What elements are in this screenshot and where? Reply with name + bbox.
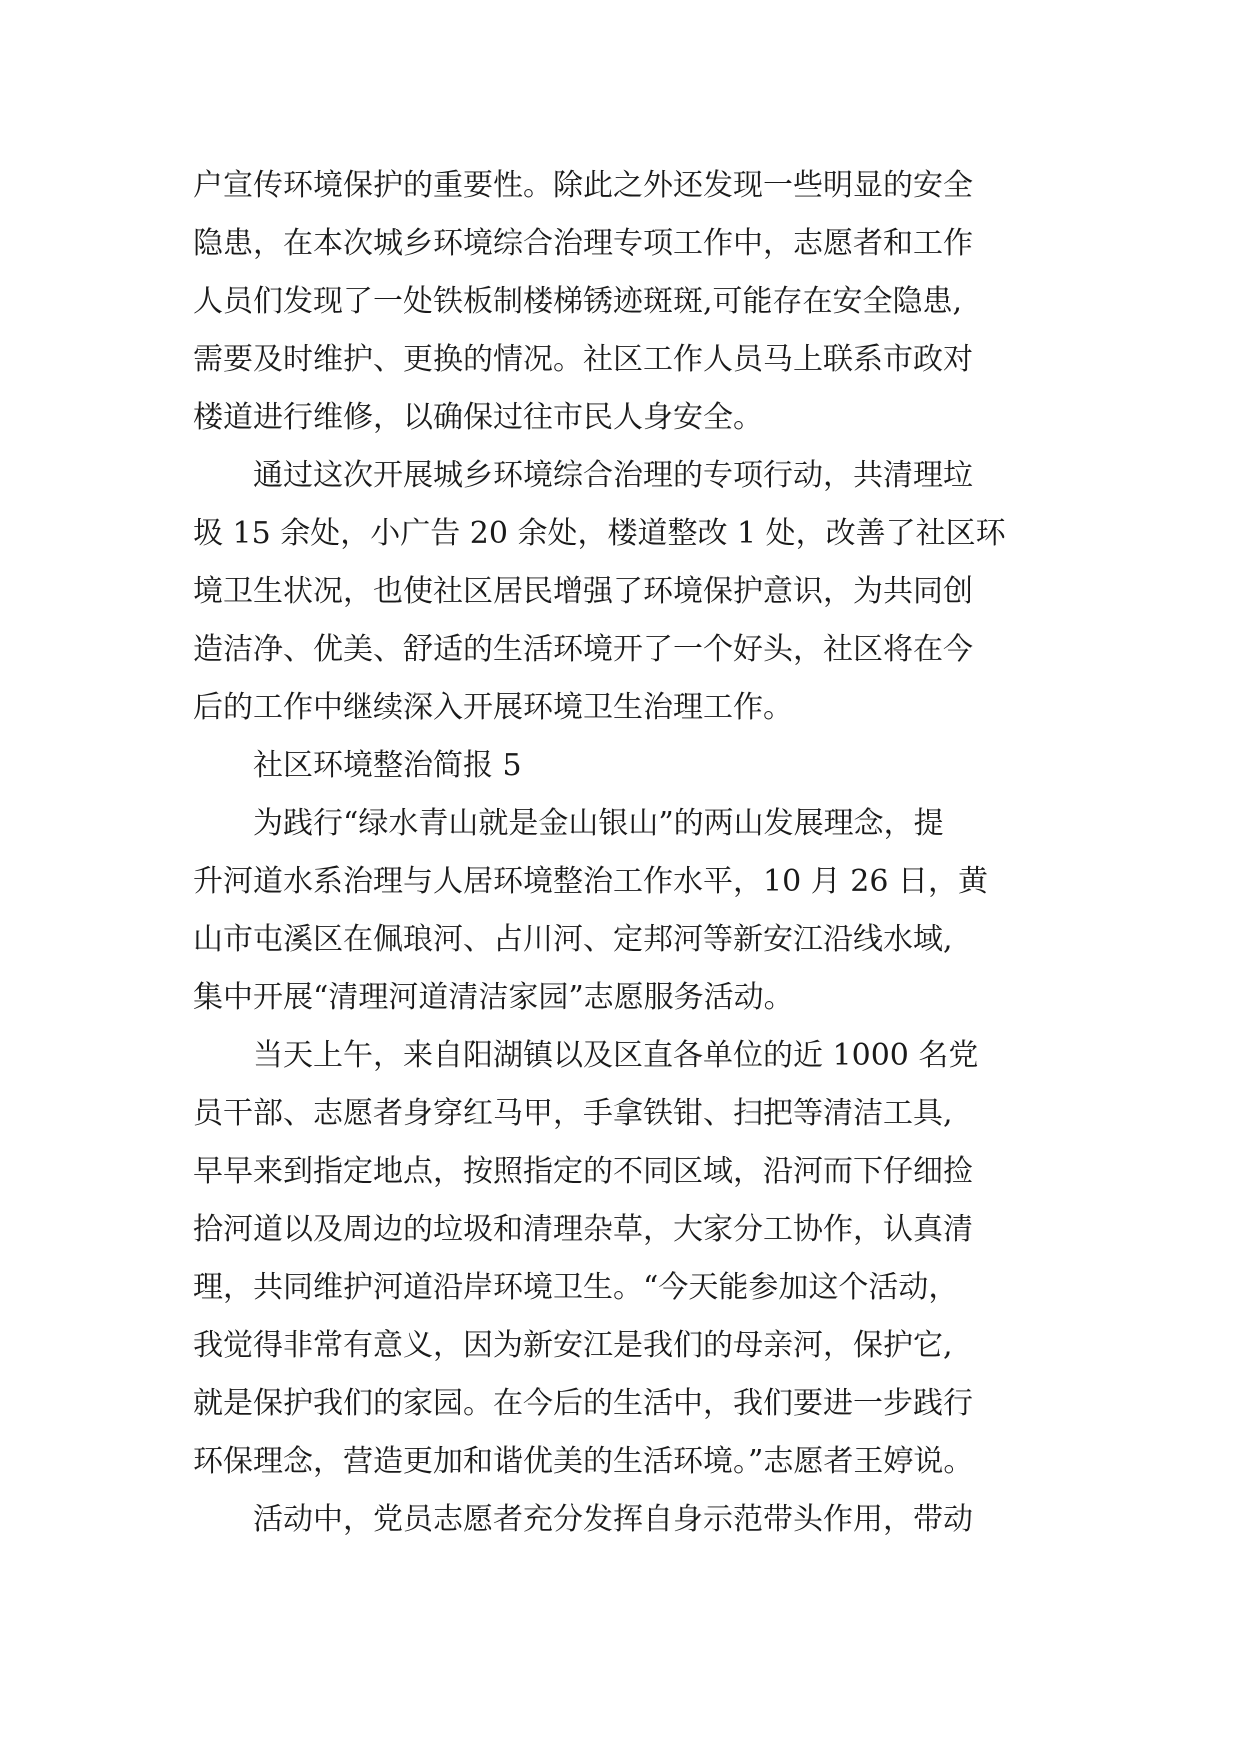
paragraph-start-line: 通过这次开展城乡环境综合治理的专项行动，共清理垃 [253,458,973,493]
text-line: 早早来到指定地点，按照指定的不同区域，沿河而下仔细捡 [193,1154,973,1189]
paragraph-start-line: 当天上午，来自阳湖镇以及区直各单位的近 1000 名党 [253,1038,979,1073]
text-line: 后的工作中继续深入开展环境卫生治理工作。 [193,690,793,725]
text-line: 我觉得非常有意义，因为新安江是我们的母亲河，保护它, [193,1328,953,1363]
text-line: 拾河道以及周边的垃圾和清理杂草，大家分工协作，认真清 [193,1212,973,1247]
text-line: 楼道进行维修，以确保过往市民人身安全。 [193,400,763,435]
text-line: 境卫生状况，也使社区居民增强了环境保护意识，为共同创 [193,574,973,609]
text-line: 圾 15 余处，小广告 20 余处，楼道整改 1 处，改善了社区环 [193,516,1006,551]
text-line: 员干部、志愿者身穿红马甲，手拿铁钳、扫把等清洁工具, [193,1096,953,1131]
text-line: 集中开展“清理河道清洁家园”志愿服务活动。 [193,980,794,1015]
text-line: 升河道水系治理与人居环境整治工作水平，10 月 26 日，黄 [193,864,988,899]
paragraph-start-line: 为践行“绿水青山就是金山银山”的两山发展理念，提 [253,806,944,841]
section-heading: 社区环境整治简报 5 [253,748,522,783]
text-line: 隐患，在本次城乡环境综合治理专项工作中，志愿者和工作 [193,226,973,261]
text-line: 户宣传环境保护的重要性。除此之外还发现一些明显的安全 [193,168,973,203]
text-line: 环保理念，营造更加和谐优美的生活环境。”志愿者王婷说。 [193,1444,974,1479]
text-line: 山市屯溪区在佩琅河、占川河、定邦河等新安江沿线水域, [193,922,953,957]
paragraph-start-line: 活动中，党员志愿者充分发挥自身示范带头作用，带动 [253,1502,973,1537]
text-line: 造洁净、优美、舒适的生活环境开了一个好头，社区将在今 [193,632,973,667]
text-line: 需要及时维护、更换的情况。社区工作人员马上联系市政对 [193,342,973,377]
text-line: 人员们发现了一处铁板制楼梯锈迹斑斑,可能存在安全隐患, [193,284,963,319]
text-line: 理，共同维护河道沿岸环境卫生。“今天能参加这个活动， [193,1270,959,1305]
text-line: 就是保护我们的家园。在今后的生活中，我们要进一步践行 [193,1386,973,1421]
